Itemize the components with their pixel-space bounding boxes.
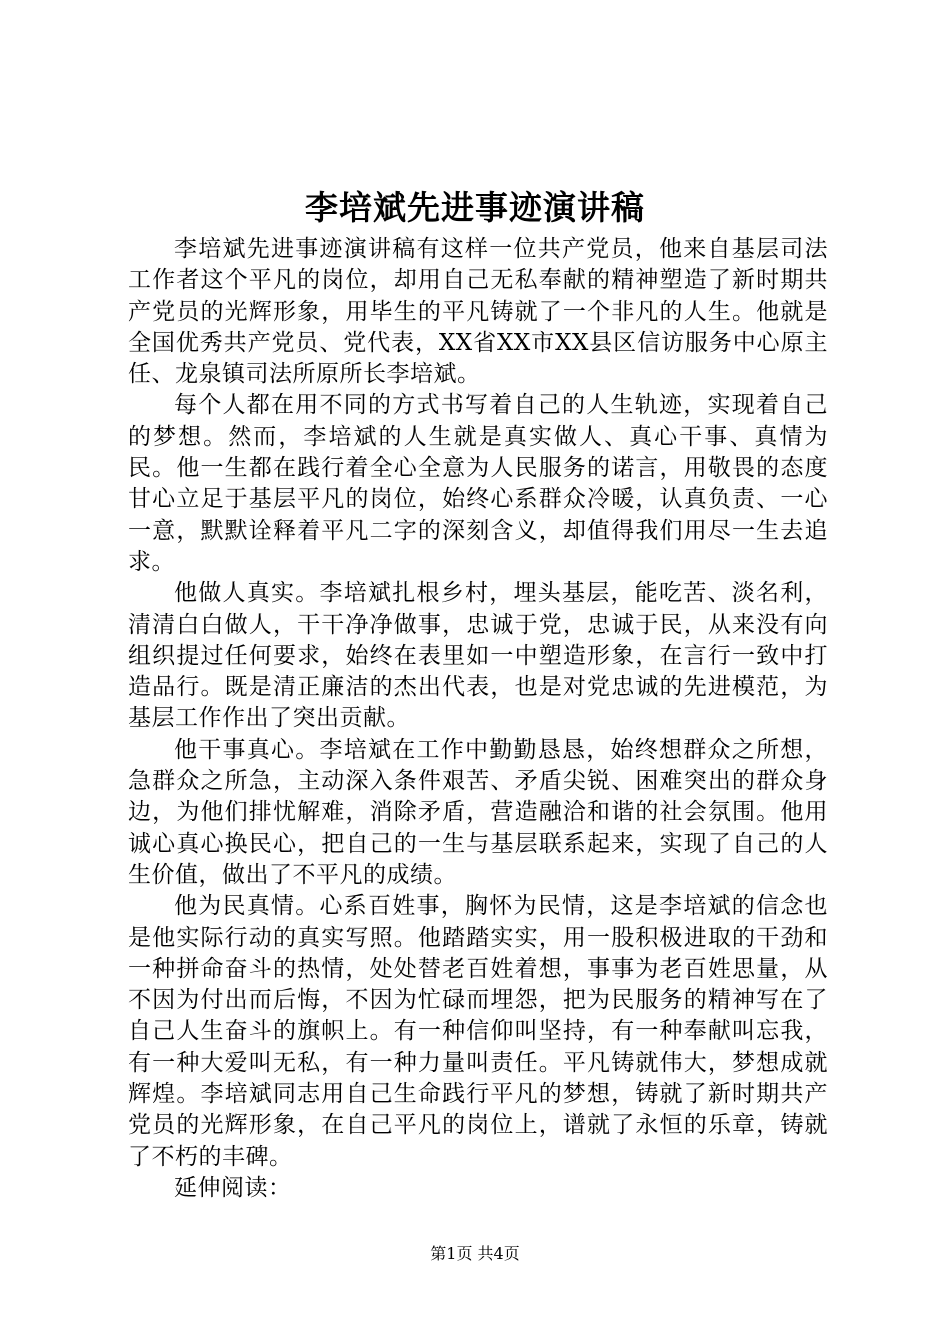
paragraph-1: 李培斌先进事迹演讲稿有这样一位共产党员，他来自基层司法工作者这个平凡的岗位，却用自己无私奉献的精神塑造了新时期共产党员的光辉形象，用毕生的平凡铸就了一个非凡的人生。他就是全国优秀共产党员、党代表，XX省XX市XX县区信访服务中心原主任、龙泉镇司法所原所长李培斌。 — [128, 236, 828, 388]
page-footer: 第1页 共4页 — [430, 1244, 520, 1263]
paragraph-extended-reading: 延伸阅读： — [174, 1174, 292, 1201]
paragraph-2: 每个人都在用不同的方式书写着自己的人生轨迹，实现着自己的梦想。然而，李培斌的人生就是真实做人、真心干事、真情为民。他一生都在践行着全心全意为人民服务的诺言，用敬畏的态度甘心立足于基层平凡的岗位，始终心系群众冷暖，认真负责、一心一意，默默诠释着平凡二字的深刻含义，却值得我们用尽一生去追求。 — [128, 392, 828, 575]
document-title: 李培斌先进事迹演讲稿 — [305, 188, 645, 227]
document-body — [128, 234, 828, 1204]
paragraph-3: 他做人真实。李培斌扎根乡村，埋头基层，能吃苦、淡名利，清清白白做人，干干净净做事，忠诚于党，忠诚于民，从来没有向组织提过任何要求，始终在表里如一中塑造形象，在言行一致中打造品行。既是清正廉洁的杰出代表，也是对党忠诚的先进模范，为基层工作作出了突出贡献。 — [128, 580, 828, 732]
paragraph-5: 他为民真情。心系百姓事，胸怀为民情，这是李培斌的信念也是他实际行动的真实写照。他踏踏实实，用一股积极进取的干劲和一种拼命奋斗的热情，处处替老百姓着想，事事为老百姓思量，从不因为付出而后悔，不因为忙碌而埋怨，把为民服务的精神写在了自己人生奋斗的旗帜上。有一种信仰叫坚持，有一种奉献叫忘我，有一种大爱叫无私，有一种力量叫责任。平凡铸就伟大，梦想成就辉煌。李培斌同志用自己生命践行平凡的梦想，铸就了新时期共产党员的光辉形象，在自己平凡的岗位上，谱就了永恒的乐章，铸就了不朽的丰碑。 — [128, 893, 828, 1170]
paragraph-4: 他干事真心。李培斌在工作中勤勤恳恳，始终想群众之所想，急群众之所急，主动深入条件艰苦、矛盾尖锐、困难突出的群众身边，为他们排忧解难，消除矛盾，营造融洽和谐的社会氛围。他用诚心真心换民心，把自己的一生与基层联系起来，实现了自己的人生价值，做出了不平凡的成绩。 — [128, 736, 828, 888]
